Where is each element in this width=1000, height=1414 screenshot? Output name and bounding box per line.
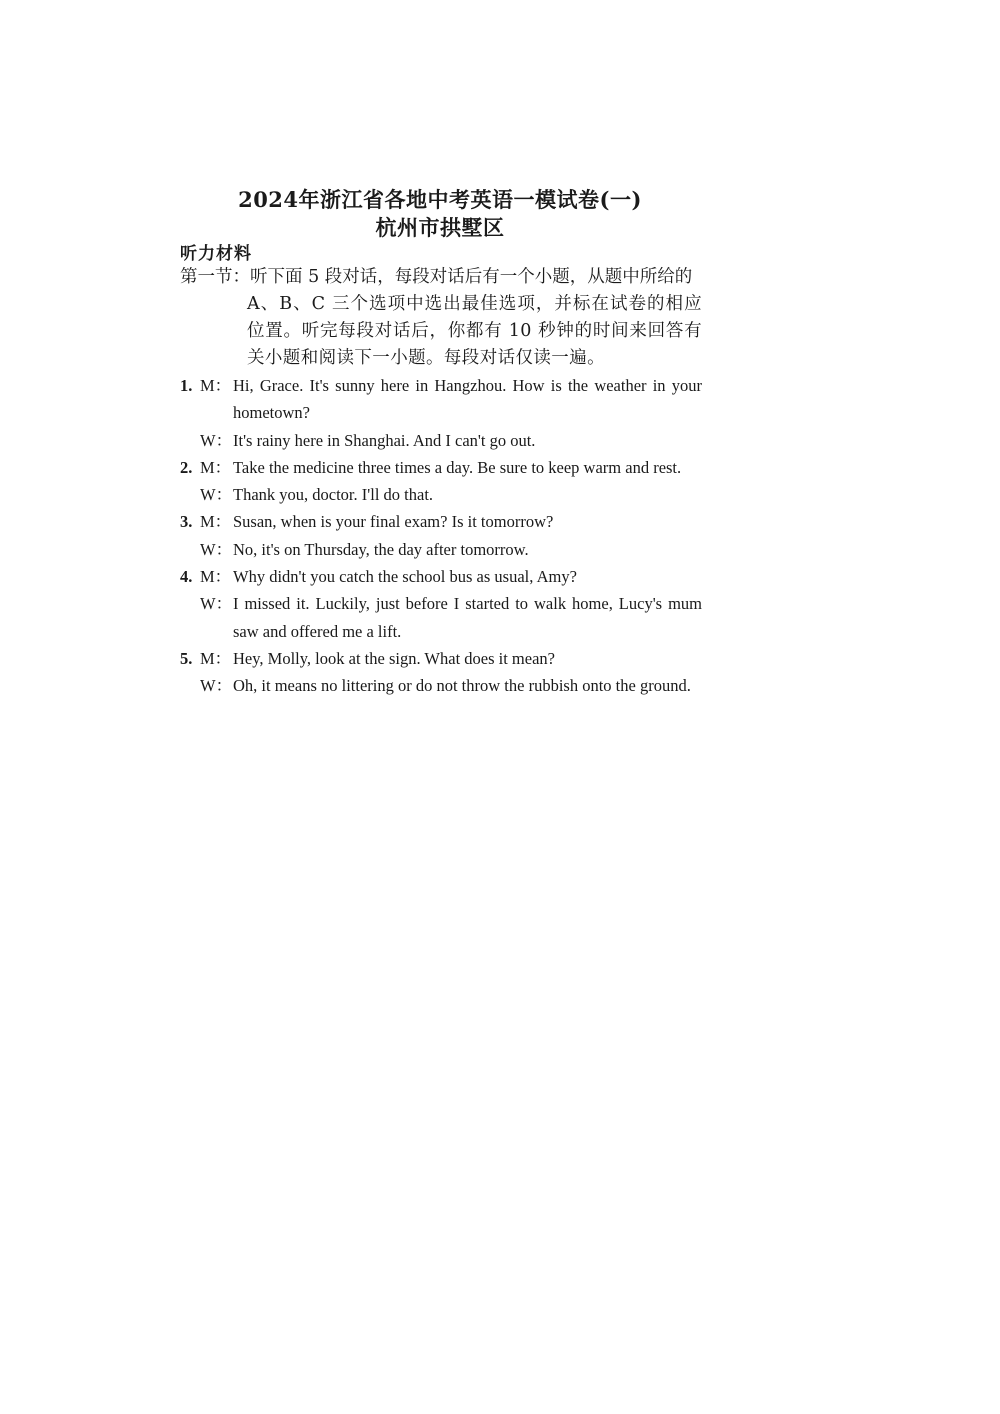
document-title: 2024年浙江省各地中考英语一模试卷(一) (238, 187, 642, 212)
dialogue-text: Thank you, doctor. I'll do that. (233, 485, 434, 505)
dialogue (180, 563, 702, 645)
dialogue-text: Hey, Molly, look at the sign. What does it mean? (233, 648, 555, 668)
dialogue (180, 372, 702, 454)
speaker-label: M： (200, 648, 232, 668)
dialogue-text: Hi, Grace. It's sunny here in Hangzhou. How is the weather in your hometown? (233, 376, 702, 423)
dialogue-line (180, 645, 702, 672)
dialogue-number: 4. (180, 567, 193, 587)
dialogue-line (180, 481, 702, 508)
document-subtitle: 杭州市拱墅区 (375, 215, 505, 240)
speaker-label: M： (200, 457, 232, 477)
dialogue-list (180, 372, 702, 700)
dialogue-line (180, 536, 702, 563)
dialogue-line (180, 427, 702, 454)
instructions-head-label: 第一节： (180, 267, 250, 287)
dialogue (180, 454, 702, 509)
dialogue-text: No, it's on Thursday, the day after tomorrow. (233, 539, 529, 559)
dialogue-number: 5. (180, 648, 193, 668)
section-label: 听力材料 (180, 244, 252, 264)
speaker-label: W： (200, 539, 233, 559)
speaker-label: W： (200, 430, 233, 450)
dialogue (180, 645, 702, 700)
speaker-label: M： (200, 376, 232, 395)
speaker-label: W： (200, 676, 233, 696)
dialogue-line (180, 563, 702, 590)
dialogue-number: 1. (180, 376, 193, 395)
dialogue-text: Take the medicine three times a day. Be sure to keep warm and rest. (233, 457, 682, 477)
instructions (180, 264, 702, 372)
dialogue-text: It's rainy here in Shanghai. And I can't go out. (233, 430, 536, 450)
dialogue-number: 3. (180, 512, 193, 532)
dialogue-text: Susan, when is your final exam? Is it tomorrow? (233, 512, 554, 532)
dialogue-line (180, 590, 702, 645)
dialogue-text: Oh, it means no littering or do not throw the rubbish onto the ground. (233, 676, 691, 696)
speaker-label: M： (200, 512, 232, 532)
dialogue-line (180, 454, 702, 481)
speaker-label: W： (200, 485, 233, 505)
dialogue-line (180, 508, 702, 535)
speaker-label: W： (200, 594, 233, 614)
dialogue-text: Why didn't you catch the school bus as usual, Amy? (233, 567, 577, 587)
instructions-head (180, 264, 702, 291)
dialogue-text: I missed it. Luckily, just before I started to walk home, Lucy's mum saw and offered me a lift. (233, 594, 702, 641)
instructions-body: A、B、C 三个选项中选出最佳选项，并标在试卷的相应位置。听完每段对话后，你都有 10 秒钟的时间来回答有关小题和阅读下一小题。每段对话仅读一遍。 (247, 294, 702, 368)
dialogue-number: 2. (180, 457, 193, 477)
dialogue (180, 508, 702, 563)
instructions-first-line: 听下面 5 段对话，每段对话后有一个小题，从题中所给的 (250, 267, 693, 287)
dialogue-line (180, 372, 702, 427)
speaker-label: M： (200, 567, 232, 587)
dialogue-line (180, 672, 702, 699)
